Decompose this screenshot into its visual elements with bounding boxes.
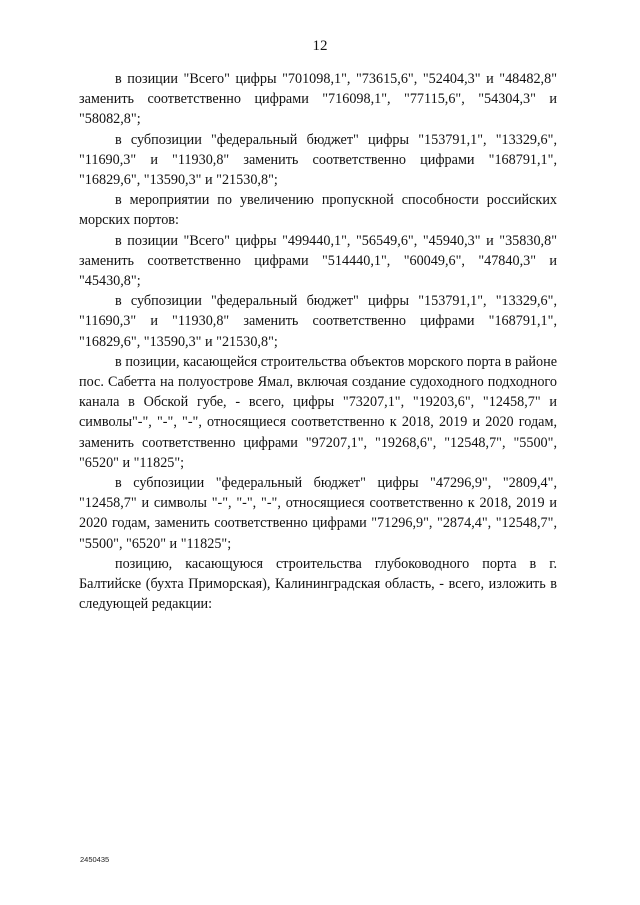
paragraph-total-position: в позиции "Всего" цифры "701098,1", "73615,6", "52404,3" и "48482,8" заменить соответственно цифрами "716098,1", "77115,6", "54304,3" и "58082,8";: [79, 71, 557, 128]
document-code: 2450435: [80, 855, 110, 864]
page-number: 12: [312, 38, 328, 54]
document-body: [79, 69, 557, 614]
paragraph-ports-total-position: в позиции "Всего" цифры "499440,1", "56549,6", "45940,3" и "35830,8" заменить соответственно цифрами "514440,1", "60049,6", "47840,3" и "45430,8";: [79, 232, 557, 290]
paragraph-ports-capacity-measure: в мероприятии по увеличению пропускной способности российских морских портов:: [79, 192, 557, 229]
paragraph-federal-budget-subposition: в субпозиции "федеральный бюджет" цифры "153791,1", "13329,6", "11690,3" и "11930,8" заменить соответственно цифрами "168791,1", "16829,6", "13590,3" и "21530,8";: [79, 131, 557, 189]
paragraph-baltiysk-position: позицию, касающуюся строительства глубоководного порта в г. Балтийске (бухта Приморская), Калининградская область, - всего, изложить в следующей редакции:: [79, 555, 557, 613]
paragraph-sabetta-position: в позиции, касающейся строительства объектов морского порта в районе пос. Сабетта на полуострове Ямал, включая создание судоходного подходного канала в Обской губе, - всего, цифры "73207,1", "19203,6", "12458,7" и символы"-", "-", "-", относящиеся соответственно к 2018, 2019 и 2020 годам, заменить соответственно цифрами "97207,1", "19268,6", "12548,7", "5500", "6520" и "11825";: [79, 353, 557, 471]
paragraph-sabetta-federal-budget: в субпозиции "федеральный бюджет" цифры "47296,9", "2809,4", "12458,7" и символы "-", "-", "-", относящиеся соответственно к 2018, 2019 и 2020 годам, заменить соответственно цифрами "71296,9", "2874,4", "12548,7", "5500", "6520" и "11825";: [79, 475, 557, 552]
paragraph-ports-federal-budget: в субпозиции "федеральный бюджет" цифры "153791,1", "13329,6", "11690,3" и "11930,8" заменить соответственно цифрами "168791,1", "16829,6", "13590,3" и "21530,8";: [79, 293, 557, 350]
